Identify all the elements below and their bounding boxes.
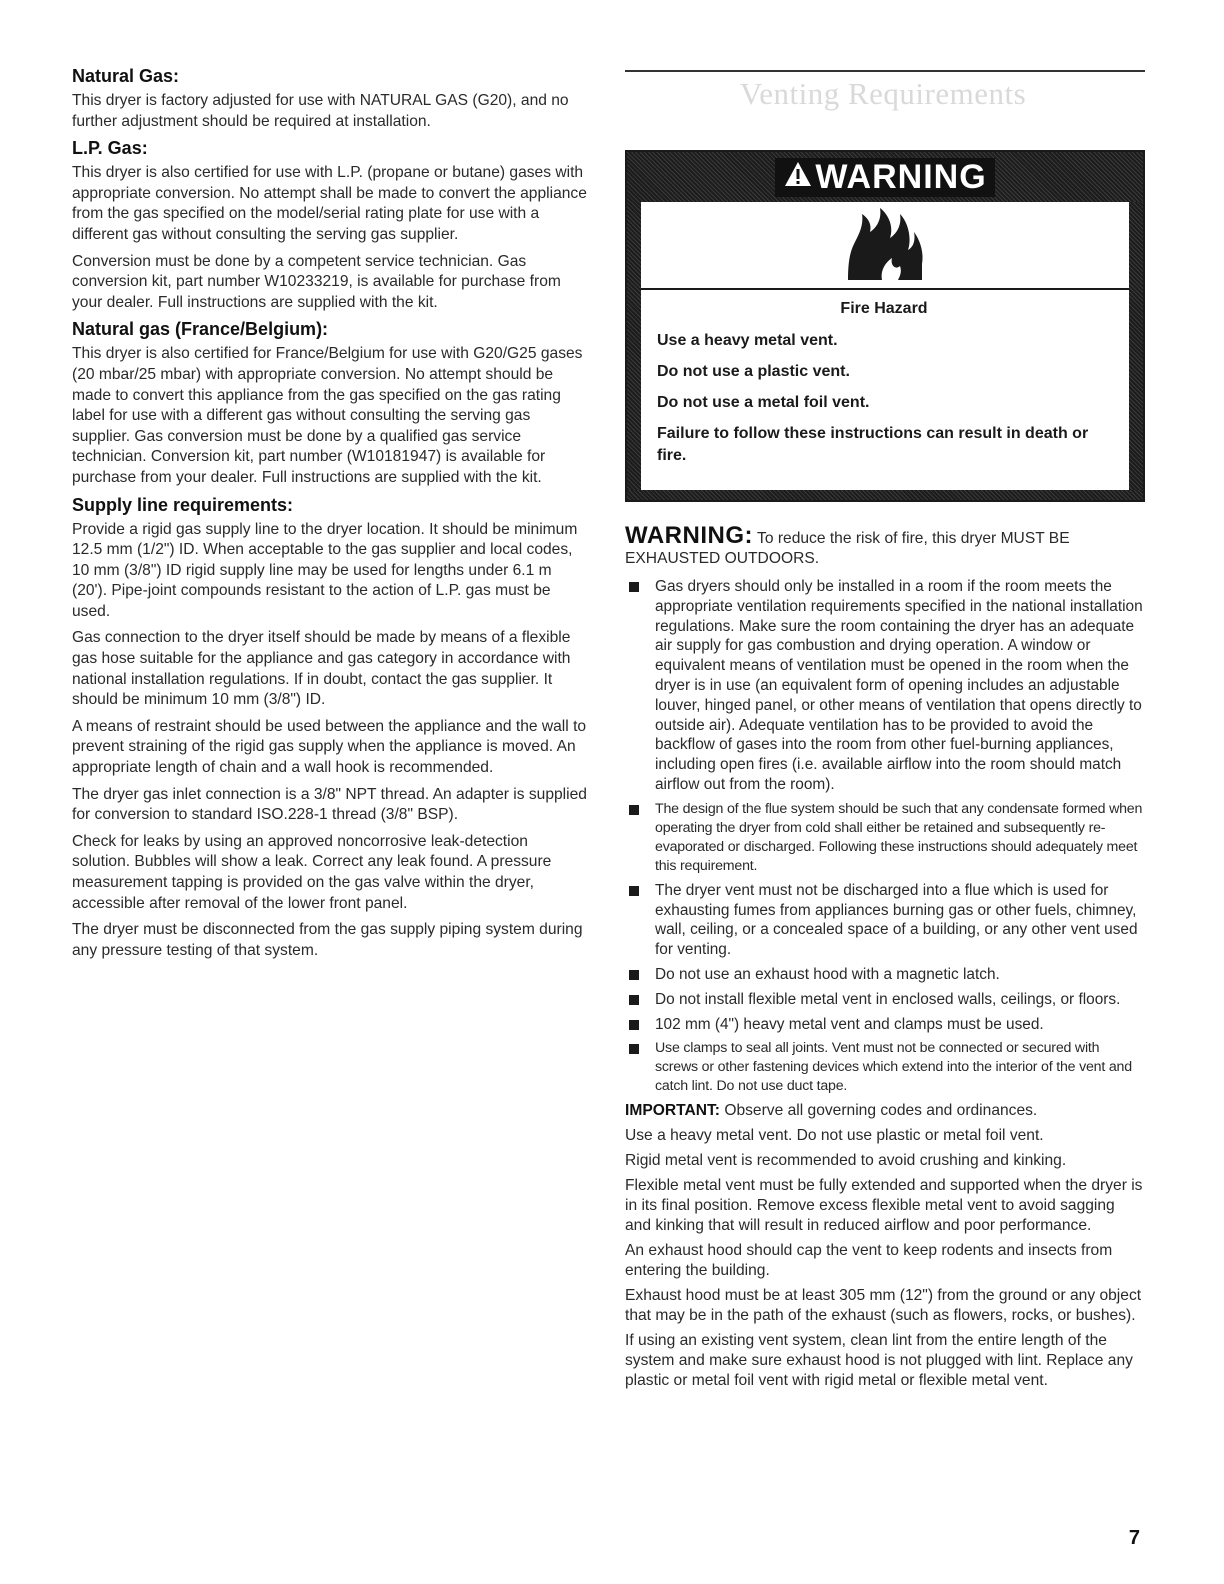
list-item: Do not install flexible metal vent in enclosed walls, ceilings, or floors. xyxy=(625,990,1144,1010)
warning-header-text: WARNING xyxy=(815,157,987,196)
warning-consequence: Failure to follow these instructions can result in death or fire. xyxy=(657,425,1089,464)
warning-instruction: Do not use a plastic vent. xyxy=(657,363,850,380)
warning-header xyxy=(627,152,1143,202)
page-number: 7 xyxy=(1128,1527,1140,1549)
warning-word: WARNING: xyxy=(625,522,753,549)
natural-gas-text: This dryer is factory adjusted for use with NATURAL GAS (G20), and no further adjustment should be required at installation. xyxy=(72,92,569,130)
warning-instruction: Use a heavy metal vent. xyxy=(657,332,838,349)
bullet-square-icon xyxy=(629,582,639,592)
list-item: Use clamps to seal all joints. Vent must not be connected or secured with screws or other fastening devices which extend into the interior of the vent and catch lint. Do not use duct tape. xyxy=(625,1039,1144,1096)
lp-gas-heading: L.P. Gas: xyxy=(72,138,148,159)
list-item: 102 mm (4") heavy metal vent and clamps must be used. xyxy=(625,1015,1144,1035)
natural-gas-fr-text: This dryer is also certified for France/Belgium for use with G20/G25 gases (20 mbar/25 mbar) with appropriate conversion. No attempt should be made to convert this appliance from the gas specified on the gas rating label for use with a different gas without consulting the serving gas supplier. Gas conversion must be done by a qualified gas service technician. Conversion kit, part number (W10181947) is available for purchase from your dealer. Full instructions are supplied with the kit. xyxy=(72,345,583,486)
list-item: Gas dryers should only be installed in a room if the room meets the appropriate ventilation requirements specified in the national installation regulations. Make sure the room containing the dryer has an adequate air supply for gas combustion and drying operation. A window or equivalent means of ventilation must be opened in the room when the dryer is in use (an equivalent form of opening includes an adjustable louver, hinged panel, or other means of ventilation that opens directly to outside air). Adequate ventilation has to be provided to avoid the backflow of gases into the room from other fuel-burning appliances, including open fires (i.e. available airflow into the room should match airflow out from the room). xyxy=(625,577,1144,795)
supply-line-section xyxy=(72,495,588,962)
venting-paragraph: If using an existing vent system, clean lint from the entire length of the system and make sure exhaust hood is not plugged with lint. Replace any plastic or metal foil vent with rigid metal or flexible metal vent. xyxy=(625,1332,1133,1390)
warning-statement xyxy=(625,522,1144,569)
venting-bullet-list xyxy=(625,577,1144,1096)
list-item: The design of the flue system should be such that any condensate formed when operating the dryer from cold shall either be retained and subsequently re-evaporated or discharged. Following these instructions should adequately meet this requirement. xyxy=(625,800,1144,876)
list-item: Do not use an exhaust hood with a magnetic latch. xyxy=(625,965,1144,985)
bullet-square-icon xyxy=(629,886,639,896)
bullet-square-icon xyxy=(629,1044,639,1054)
venting-paragraph: An exhaust hood should cap the vent to keep rodents and insects from entering the building. xyxy=(625,1242,1113,1280)
bullet-square-icon xyxy=(629,1020,639,1030)
list-item: The dryer vent must not be discharged into a flue which is used for exhausting fumes from appliances burning gas or other fuels, chimney, wall, ceiling, or a concealed space of a building, or any other vent used for venting. xyxy=(625,881,1144,960)
right-column xyxy=(622,70,1144,1396)
supply-line-paragraph: Provide a rigid gas supply line to the dryer location. It should be minimum 12.5 mm (1/2") ID. When acceptable to the gas supplier and local codes, 10 mm (3/8") ID rigid supply line may be used for lengths under 6.1 m (20'). Pipe-joint compounds resistant to the action of L.P. gas must be used. xyxy=(72,520,578,620)
supply-line-paragraph: Check for leaks by using an approved noncorrosive leak-detection solution. Bubbles will show a leak. Correct any leak found. A pressure measurement tapping is provided on the gas valve within the dryer, accessible after removal of the lower front panel. xyxy=(72,832,552,912)
supply-line-heading: Supply line requirements: xyxy=(72,494,294,515)
left-column xyxy=(72,66,588,967)
bullet-square-icon xyxy=(629,995,639,1005)
section-title: Venting Requirements xyxy=(739,76,1027,111)
bullet-square-icon xyxy=(629,805,639,815)
lp-gas-text-1: This dryer is also certified for use with L.P. (propane or butane) gases with appropriate conversion. No attempt shall be made to convert the appliance from the gas specified on the model/serial rating plate for use with a different gas without consulting the serving gas supplier. xyxy=(72,164,587,243)
important-note xyxy=(625,1101,1144,1121)
important-text: Observe all governing codes and ordinances. xyxy=(720,1102,1038,1120)
warning-triangle-icon xyxy=(783,158,813,197)
lp-gas-text-2: Conversion must be done by a competent service technician. Gas conversion kit, part number W10233219, is available for purchase from your dealer. Full instructions are supplied with the kit. xyxy=(72,252,561,311)
supply-line-paragraph: The dryer must be disconnected from the gas supply piping system during any pressure testing of that system. xyxy=(72,921,583,959)
lp-gas-section xyxy=(72,138,588,313)
fire-hazard-icon xyxy=(842,204,928,287)
natural-gas-fr-section xyxy=(72,319,588,488)
natural-gas-heading: Natural Gas: xyxy=(72,66,180,86)
warning-statement-text: To reduce the risk of fire, this dryer MUST BE EXHAUSTED OUTDOORS. xyxy=(625,530,1070,567)
venting-paragraph: Rigid metal vent is recommended to avoid crushing and kinking. xyxy=(625,1152,1067,1170)
natural-gas-section xyxy=(72,66,588,132)
warning-instruction: Do not use a metal foil vent. xyxy=(657,394,870,411)
section-divider xyxy=(625,70,1145,72)
natural-gas-fr-heading: Natural gas (France/Belgium): xyxy=(72,319,329,340)
supply-line-paragraph: The dryer gas inlet connection is a 3/8" NPT thread. An adapter is supplied for conversion to standard ISO.228-1 thread (3/8" BSP). xyxy=(72,785,587,824)
venting-paragraph: Flexible metal vent must be fully extended and supported when the dryer is in its final position. Remove excess flexible metal vent to avoid sagging and kinking that will result in reduced airflow and poor performance. xyxy=(625,1177,1143,1235)
venting-paragraph: Exhaust hood must be at least 305 mm (12") from the ground or any object that may be in the path of the exhaust (such as flowers, rocks, or bushes). xyxy=(625,1287,1142,1325)
supply-line-paragraph: A means of restraint should be used between the appliance and the wall to prevent straining of the rigid gas supply when the appliance is moved. An appropriate length of chain and a wall hook is recommended. xyxy=(72,717,587,777)
venting-paragraphs xyxy=(625,1101,1144,1391)
bullet-square-icon xyxy=(629,970,639,980)
hazard-title: Fire Hazard xyxy=(840,300,928,317)
venting-paragraph: Use a heavy metal vent. Do not use plastic or metal foil vent. xyxy=(625,1127,1044,1145)
important-label: IMPORTANT: xyxy=(625,1102,720,1120)
warning-box xyxy=(625,150,1145,502)
supply-line-paragraph: Gas connection to the dryer itself should be made by means of a flexible gas hose suitable for the appliance and gas category in accordance with national installation regulations. If in doubt, contact the gas supplier. It should be minimum 10 mm (3/8") ID. xyxy=(72,629,571,709)
